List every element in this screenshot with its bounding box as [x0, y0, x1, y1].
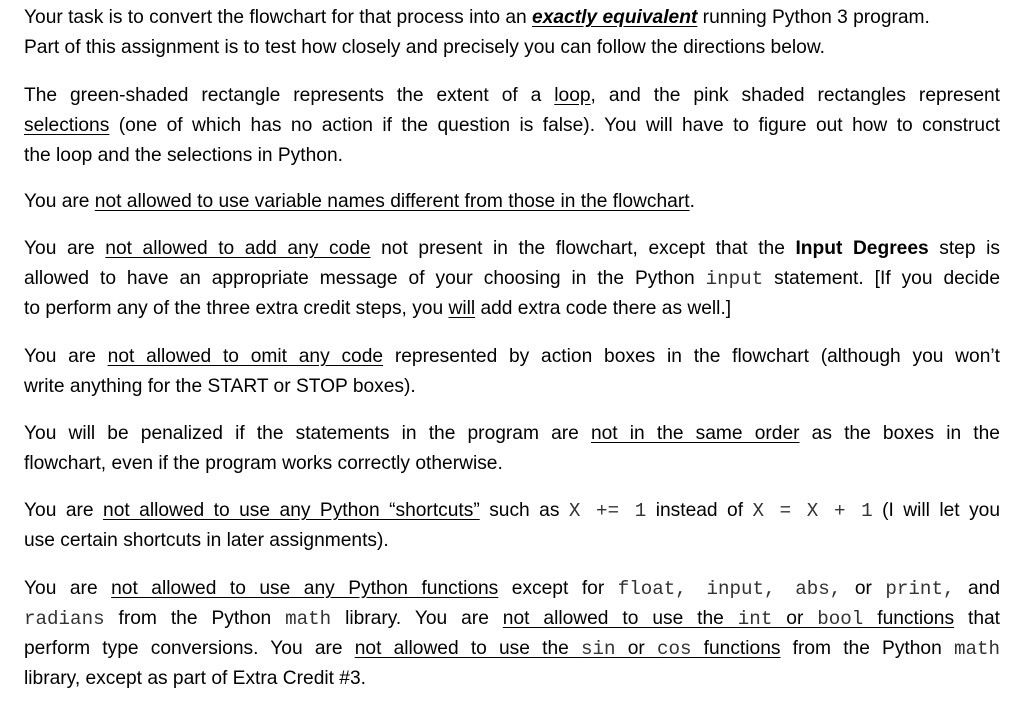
paragraph-statement-order [24, 419, 1000, 479]
paragraph-loop-selections [24, 81, 1000, 171]
rule-no-functions: not allowed to use any Python functions [111, 578, 499, 599]
text-line: You are not allowed to use variable names different from those in the flowchart. [24, 191, 695, 212]
rule-same-order: not in the same order [590, 423, 800, 444]
rule-no-omitted-code: not allowed to omit any code [107, 346, 384, 367]
rule-no-added-code: not allowed to add any code [105, 238, 371, 259]
text-line: radians from the Python math library. You are not allowed to use the int or bool functions that [24, 608, 1000, 630]
term-loop: loop [554, 85, 591, 106]
text-line: Your task is to convert the flowchart for that process into an exactly equivalent running Python 3 program. [24, 7, 930, 28]
emphasis-exactly-equivalent: exactly equivalent [532, 7, 698, 28]
text-line: to perform any of the three extra credit steps, you will add extra code there as well.] [24, 298, 732, 319]
rule-no-sin-cos: not allowed to use the sin or cos functions [354, 638, 781, 660]
text-line: You are not allowed to use any Python “shortcuts” such as X += 1 instead of X = X + 1 (I will let you [24, 500, 1001, 522]
rule-variable-names: not allowed to use variable names different from those in the flowchart [94, 191, 690, 212]
code-cos: cos [656, 638, 692, 660]
text-line: You will be penalized if the statements in the program are not in the same order as the boxes in the [24, 423, 1000, 444]
paragraph-shortcuts [24, 496, 1000, 556]
code-allowed-functions: float, input, abs, [617, 578, 842, 600]
text-line: write anything for the START or STOP boxes). [24, 376, 416, 397]
text-line: flowchart, even if the program works correctly otherwise. [24, 453, 503, 474]
text-line: You are not allowed to omit any code represented by action boxes in the flowchart (although you won’t [24, 346, 1000, 367]
paragraph-task [24, 3, 1000, 63]
text-line: use certain shortcuts in later assignments). [24, 530, 389, 551]
text-line: allowed to have an appropriate message of your choosing in the Python input statement. [If you decide [24, 268, 1000, 290]
step-input-degrees: Input Degrees [795, 238, 929, 259]
code-shortcut-example: X += 1 [568, 500, 647, 522]
text-line: You are not allowed to use any Python functions except for float, input, abs, or print, and [24, 578, 1000, 600]
code-int: int [737, 608, 773, 630]
paragraph-no-omitted-code [24, 342, 1000, 402]
code-bool: bool [817, 608, 864, 630]
rule-no-shortcuts: not allowed to use any Python “shortcuts” [103, 500, 480, 521]
term-selections: selections [24, 115, 110, 136]
code-input: input [705, 268, 764, 290]
code-math: math [953, 638, 1001, 660]
emphasis-will: will [448, 298, 476, 319]
code-assignment-example: X = X + 1 [752, 500, 873, 522]
text-line: The green-shaded rectangle represents the extent of a loop, and the pink shaded rectangles represent [24, 85, 1000, 106]
text-line: selections (one of which has no action if the question is false). You will have to figure out how to construct [24, 115, 1000, 136]
code-radians: radians [24, 608, 105, 630]
code-sin: sin [580, 638, 616, 660]
code-math: math [285, 608, 332, 630]
code-print: print, [885, 578, 955, 600]
text-line: the loop and the selections in Python. [24, 145, 343, 166]
text-line: library, except as part of Extra Credit #3. [24, 668, 366, 689]
rule-no-int-bool: not allowed to use the int or bool functions [502, 608, 955, 630]
paragraph-no-added-code [24, 234, 1000, 324]
text-line: Part of this assignment is to test how closely and precisely you can follow the directions below. [24, 37, 825, 58]
text-line: perform type conversions. You are not allowed to use the sin or cos functions from the Python math [24, 638, 1001, 660]
paragraph-allowed-functions [24, 574, 1000, 694]
paragraph-variable-names [24, 187, 1000, 217]
text-line: You are not allowed to add any code not present in the flowchart, except that the Input Degrees step is [24, 238, 1000, 259]
